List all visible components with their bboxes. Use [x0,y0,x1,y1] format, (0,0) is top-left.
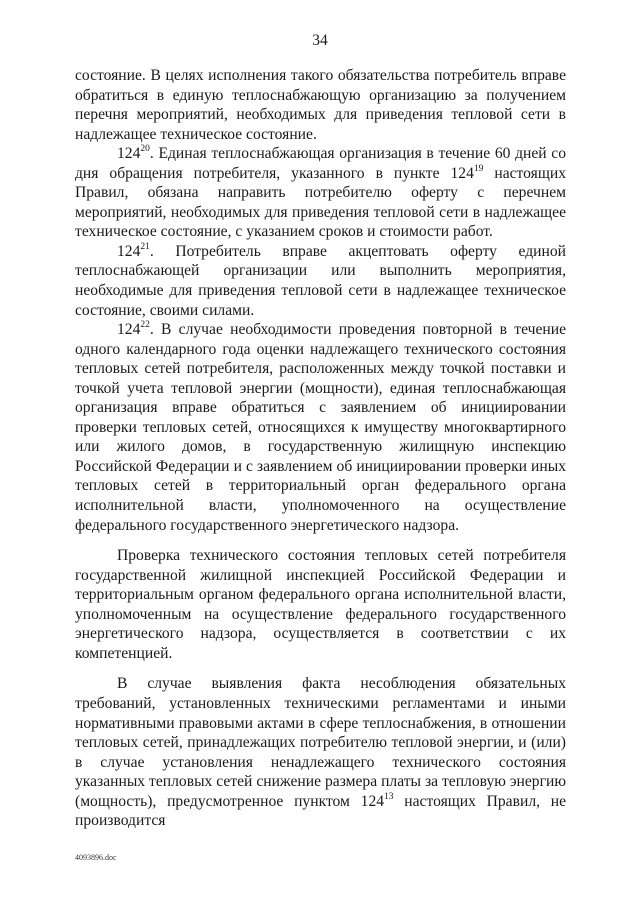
paragraph-reference-superscript: 19 [473,163,484,174]
paragraph-124-20 [75,144,566,242]
paragraph-text: настоящих Правил, не производится [75,792,566,830]
paragraph-text: настоящих Правил, обязана направить потребителю оферту с перечнем мероприятий, необходимых для приведения тепловой сети в надлежащее техническое состояние, с указанием сроков и стоимости работ. [75,164,566,241]
paragraph-text: . В случае необходимости проведения повторной в течение одного календарного года оценки надлежащего технического состояния тепловых сетей потребителя, расположенных между точкой поставки и точкой учета тепловой энергии (мощности), единая теплоснабжающая организация вправе обратиться с заявлением об инициировании проверки тепловых сетей, относящихся к имуществу многоквартирного или жилого домов, в государственную жилищную инспекцию Российской Федерации и с заявлением об инициировании проверки иных тепловых сетей в территориальный орган федерального органа исполнительной власти, уполномоченного на осуществление федерального государственного энергетического надзора. [75,321,566,534]
paragraph-reference: 124 [360,792,385,810]
paragraph-inspection [75,546,566,663]
paragraph-number: 124 [117,321,141,339]
paragraph-text: . Единая теплоснабжающая организация в течение 60 дней со дня обращения потребителя, указанного в пункте [75,145,566,182]
paragraph-number: 124 [117,145,141,163]
paragraph-number: 124 [117,242,141,260]
document-file-code: 4093896.doc [75,853,117,862]
page-number: 34 [312,32,328,49]
paragraph-reference-superscript: 13 [384,791,394,802]
paragraph-reference: 124 [450,164,474,182]
document-body [75,66,566,831]
paragraph-text: . Потребитель вправе акцептовать оферту единой теплоснабжающей организации или выполнить мероприятия, необходимые для приведения тепловой сети в надлежащее техническое состояние, своими силами. [75,242,566,319]
paragraph-124-21 [75,242,566,320]
paragraph-number-superscript: 20 [140,144,150,154]
paragraph-text: В случае выявления факта несоблюдения обязательных требований, установленных техническими регламентами и иными нормативными правовыми актами в сфере теплоснабжения, в отношении тепловых сетей, принадлежащих потребителю тепловой энергии, и (или) в случае установления ненадлежащего технического состояния указанных тепловых сетей снижение размера платы за тепловую энергию (мощность), предусмотренное пунктом [75,675,566,810]
paragraph-violation [75,674,566,830]
paragraph-continuation [75,66,566,144]
paragraph-124-22 [75,320,566,535]
paragraph-text: Проверка технического состояния тепловых сетей потребителя государственной жилищной инспекцией Российской Федерации и территориальным органом федерального органа исполнительной власти, уполномоченным на осуществление федерального государственного энергетического надзора, осуществляется в соответствии с их компетенцией. [75,547,566,662]
paragraph-number-superscript: 21 [140,241,150,252]
paragraph-number-superscript: 22 [140,319,150,330]
paragraph-text: состояние. В целях исполнения такого обязательства потребитель вправе обратиться в единую теплоснабжающую организацию за получением перечня мероприятий, необходимых для приведения тепловой сети в надлежащее техническое состояние. [75,67,566,143]
